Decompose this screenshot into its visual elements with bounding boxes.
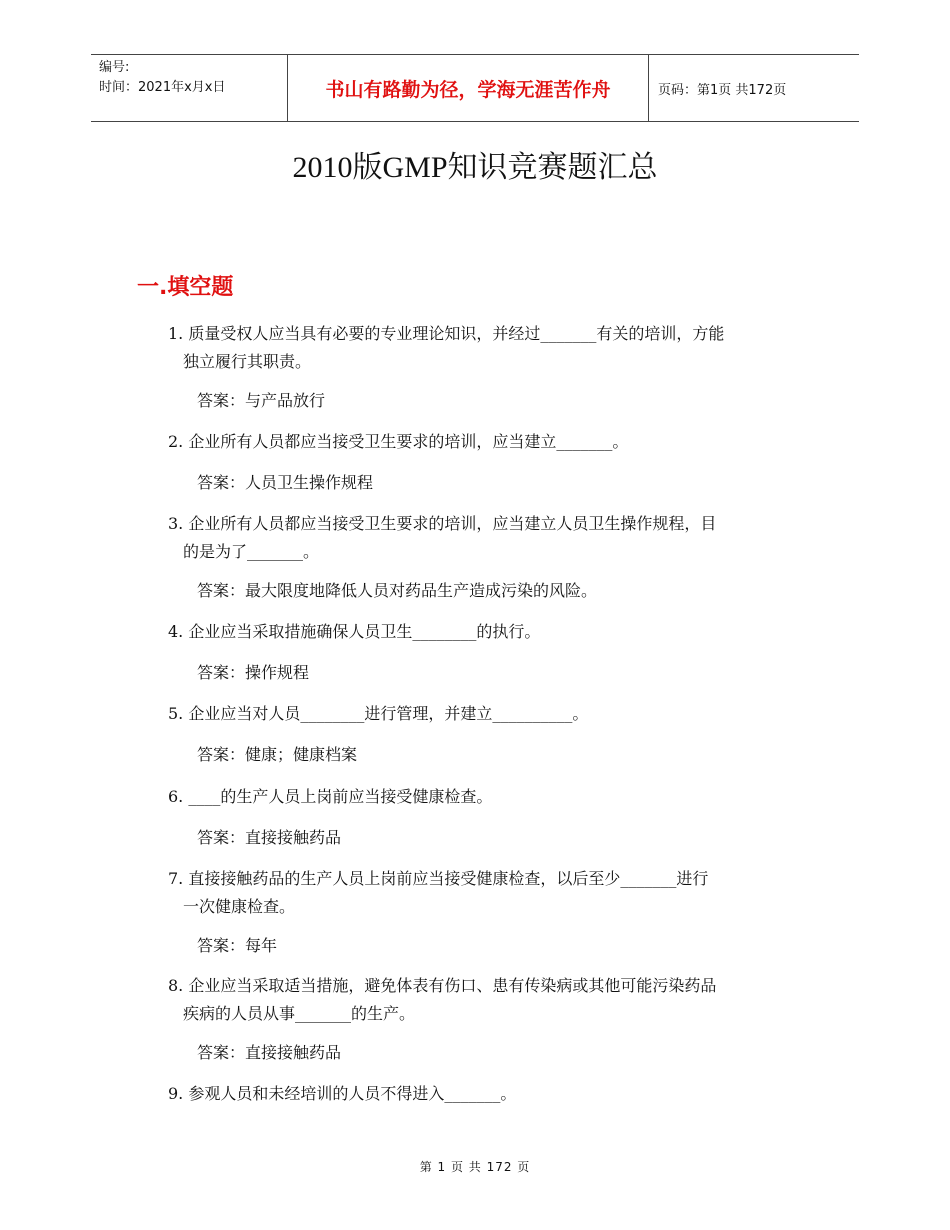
question-text-cont: 独立履行其职责。 [183,352,312,371]
question-6 [168,783,818,811]
answer-6: 答案：直接接触药品 [197,828,342,847]
question-text: 7. 直接接触药品的生产人员上岗前应当接受健康检查，以后至少_______进行 [168,869,709,888]
question-9 [168,1080,818,1108]
question-7 [168,865,818,921]
answer-1: 答案：与产品放行 [197,391,326,410]
answer-3: 答案：最大限度地降低人员对药品生产造成污染的风险。 [197,581,598,600]
question-text: 4. 企业应当采取措施确保人员卫生________的执行。 [168,622,541,641]
number-label: 编号: [99,60,130,75]
question-5 [168,700,818,728]
answer-8: 答案：直接接触药品 [197,1043,342,1062]
question-text: 1. 质量受权人应当具有必要的专业理论知识，并经过_______有关的培训，方能 [168,324,725,343]
question-text: 9. 参观人员和未经培训的人员不得进入_______。 [168,1084,517,1103]
question-3 [168,510,818,566]
question-text: 6. ____的生产人员上岗前应当接受健康检查。 [168,787,493,806]
question-text-cont: 的是为了_______。 [183,542,320,561]
page-footer: 第 1 页 共 172 页 [419,1160,531,1174]
question-1 [168,320,818,376]
document-header [91,54,859,122]
header-motto: 书山有路勤为径，学海无涯苦作舟 [287,55,649,121]
answer-2: 答案：人员卫生操作规程 [197,473,374,492]
header-meta [91,55,287,121]
page-title: 2010版GMP知识竞赛题汇总 [292,151,658,184]
question-text: 3. 企业所有人员都应当接受卫生要求的培训，应当建立人员卫生操作规程，目 [168,514,717,533]
section-heading: 一.填空题 [137,275,234,300]
question-text-cont: 疾病的人员从事_______的生产。 [183,1004,416,1023]
header-page-info: 页码：第1页 共172页 [658,82,787,98]
answer-5: 答案：健康；健康档案 [197,745,358,764]
question-4 [168,618,818,646]
question-text: 8. 企业应当采取适当措施，避免体表有伤口、患有传染病或其他可能污染药品 [168,976,717,995]
question-text: 5. 企业应当对人员________进行管理，并建立__________。 [168,704,589,723]
question-8 [168,972,818,1028]
question-text-cont: 一次健康检查。 [183,897,296,916]
question-2 [168,428,818,456]
time-label: 时间：2021年x月x日 [99,80,226,95]
question-text: 2. 企业所有人员都应当接受卫生要求的培训，应当建立_______。 [168,432,629,451]
answer-7: 答案：每年 [197,936,278,955]
answer-4: 答案：操作规程 [197,663,310,682]
